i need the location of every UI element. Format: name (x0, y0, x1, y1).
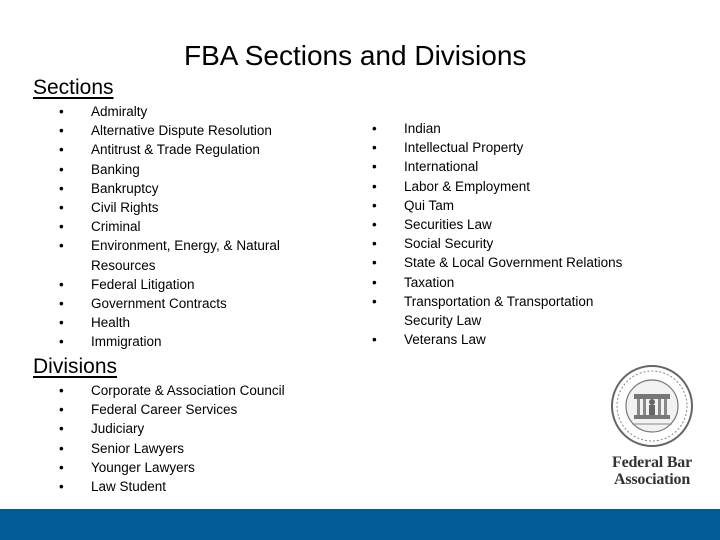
list-item: • Labor & Employment (404, 177, 664, 196)
list-item: • Criminal (91, 217, 321, 236)
list-item: • Bankruptcy (91, 179, 321, 198)
list-item: • Environment, Energy, & Natural Resources (91, 236, 306, 274)
list-item: • Social Security (404, 234, 664, 253)
list-item: • Health (91, 313, 321, 332)
list-item: • Indian (404, 119, 664, 138)
logo-wordmark (604, 454, 700, 488)
list-item: • Veterans Law (404, 330, 664, 349)
divisions-list (91, 381, 331, 496)
list-item: • Corporate & Association Council (91, 381, 331, 400)
list-item: • Taxation (404, 273, 664, 292)
list-item: • Federal Career Services (91, 400, 331, 419)
fba-logo (604, 364, 700, 494)
list-item: • Immigration (91, 332, 321, 351)
slide-title: FBA Sections and Divisions (184, 40, 527, 71)
list-item: • Qui Tam (404, 196, 664, 215)
list-item: • International (404, 157, 664, 176)
list-item: • Civil Rights (91, 198, 321, 217)
list-item: • Judiciary (91, 419, 331, 438)
sections-list-right (404, 119, 664, 349)
list-item: • Alternative Dispute Resolution (91, 121, 321, 140)
list-item: • State & Local Government Relations (404, 253, 664, 272)
footer-bar (0, 509, 720, 540)
sections-heading: Sections (33, 76, 114, 99)
logo-line-2: Association (613, 471, 691, 488)
fba-seal-icon (610, 364, 694, 448)
logo-line-1: Federal Bar (612, 454, 692, 471)
list-item: • Antitrust & Trade Regulation (91, 140, 321, 159)
list-item: • Transportation & Transportation Security Law (404, 292, 629, 330)
list-item: • Banking (91, 160, 321, 179)
list-item: • Intellectual Property (404, 138, 664, 157)
list-item: • Law Student (91, 477, 331, 496)
list-item: • Government Contracts (91, 294, 321, 313)
list-item: • Securities Law (404, 215, 664, 234)
divisions-heading: Divisions (33, 355, 118, 378)
list-item: • Younger Lawyers (91, 458, 331, 477)
sections-list-left (91, 102, 321, 352)
list-item: • Admiralty (91, 102, 321, 121)
list-item: • Senior Lawyers (91, 439, 331, 458)
list-item: • Federal Litigation (91, 275, 321, 294)
